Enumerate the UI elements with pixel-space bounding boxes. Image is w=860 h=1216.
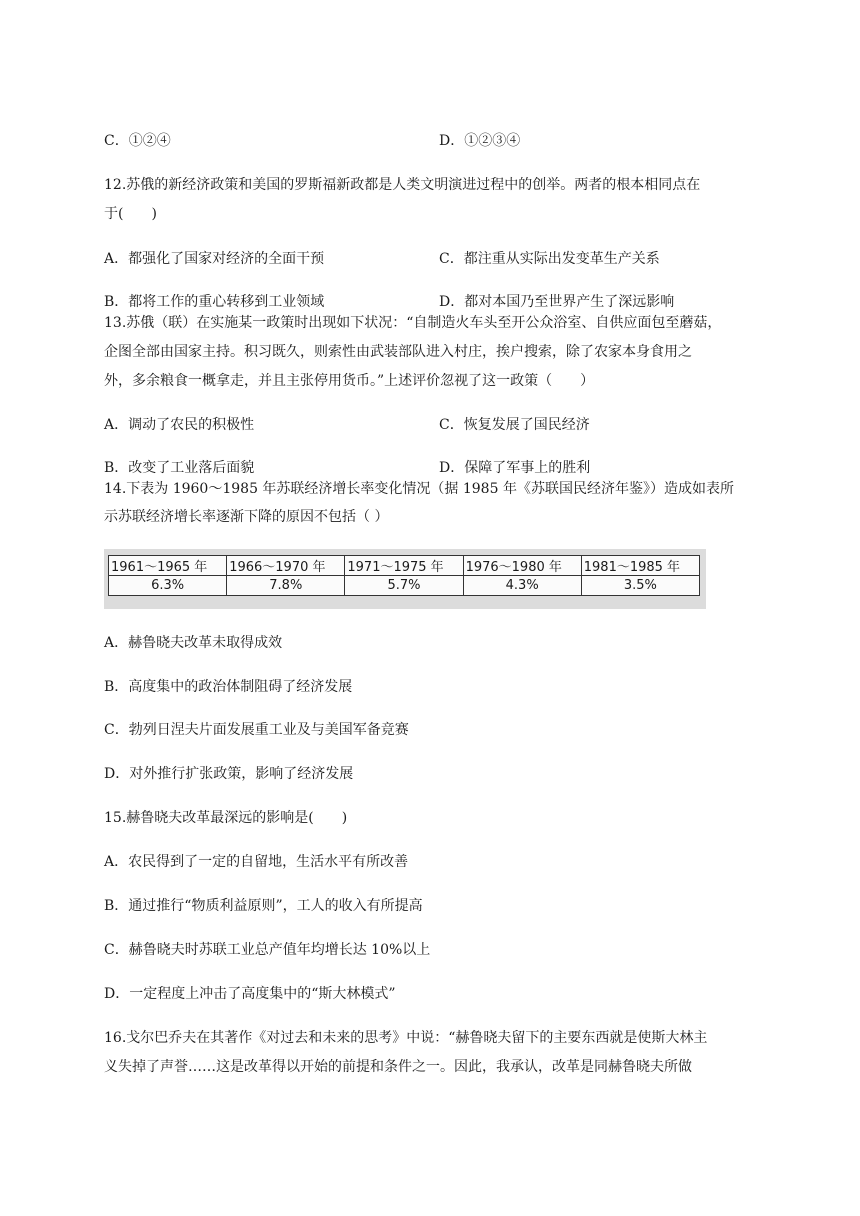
q14-stem-line-2: 示苏联经济增长率逐渐下降的原因不包括（ ） bbox=[104, 509, 389, 525]
q12-option-b: B．都将工作的重心转移到工业领域 bbox=[104, 294, 325, 310]
q13-stem-line-1: 13.苏俄（联）在实施某一政策时出现如下状况：“自制造火车头至开公众浴室、自供应面包至蘑菇， bbox=[104, 315, 722, 331]
q14-stem-line-1: 14.下表为 1960～1985 年苏联经济增长率变化情况（据 1985 年《苏联国民经济年鉴》）造成如表所 bbox=[104, 481, 734, 497]
table-value-cell: 7.8% bbox=[227, 576, 345, 596]
q15-stem: 15.赫鲁晓夫改革最深远的影响是( ) bbox=[104, 810, 348, 826]
q12-stem-line-1: 12.苏俄的新经济政策和美国的罗斯福新政都是人类文明演进过程中的创举。两者的根本相同点在 bbox=[104, 177, 701, 193]
q11-option-c: C．①②④ bbox=[104, 133, 171, 149]
q13-option-c: C．恢复发展了国民经济 bbox=[439, 417, 590, 433]
q14-option-b: B．高度集中的政治体制阻碍了经济发展 bbox=[104, 679, 353, 695]
table-header-cell: 1961～1965 年 bbox=[109, 556, 227, 576]
q13-option-d: D．保障了军事上的胜利 bbox=[439, 460, 591, 476]
q15-option-d: D．一定程度上冲击了高度集中的“斯大林模式” bbox=[104, 986, 396, 1002]
q12-stem-line-2: 于( ) bbox=[104, 206, 157, 222]
q15-option-c: C．赫鲁晓夫时苏联工业总产值年均增长达 10%以上 bbox=[104, 942, 431, 958]
table-header-cell: 1976～1980 年 bbox=[463, 556, 581, 576]
table-value-cell: 4.3% bbox=[463, 576, 581, 596]
q12-option-c: C．都注重从实际出发变革生产关系 bbox=[439, 251, 660, 267]
q14-option-d: D．对外推行扩张政策，影响了经济发展 bbox=[104, 766, 354, 782]
table-value-cell: 6.3% bbox=[109, 576, 227, 596]
table-value-cell: 3.5% bbox=[581, 576, 699, 596]
table-value-cell: 5.7% bbox=[345, 576, 463, 596]
q12-option-d: D．都对本国乃至世界产生了深远影响 bbox=[439, 294, 675, 310]
q14-option-a: A．赫鲁晓夫改革未取得成效 bbox=[104, 635, 283, 651]
table-value-row bbox=[109, 576, 700, 596]
q16-stem-line-1: 16.戈尔巴乔夫在其著作《对过去和未来的思考》中说：“赫鲁晓夫留下的主要东西就是使斯大林主 bbox=[104, 1030, 708, 1046]
table-header-cell: 1966～1970 年 bbox=[227, 556, 345, 576]
growth-rate-table bbox=[104, 549, 706, 609]
q11-option-d: D．①②③④ bbox=[439, 133, 521, 149]
q13-option-a: A．调动了农民的积极性 bbox=[104, 417, 255, 433]
q13-option-b: B．改变了工业落后面貌 bbox=[104, 460, 255, 476]
q12-option-a: A．都强化了国家对经济的全面干预 bbox=[104, 251, 325, 267]
q14-option-c: C．勃列日涅夫片面发展重工业及与美国军备竞赛 bbox=[104, 722, 409, 738]
q13-stem-line-3: 外，多余粮食一概拿走，并且主张停用货币。”上述评价忽视了这一政策（ ） bbox=[104, 373, 595, 389]
q13-stem-line-2: 企图全部由国家主持。积习既久，则索性由武装部队进入村庄，挨户搜索，除了农家本身食用之 bbox=[104, 344, 692, 360]
table-header-row bbox=[109, 556, 700, 576]
q15-option-a: A．农民得到了一定的自留地，生活水平有所改善 bbox=[104, 854, 409, 870]
table-header-cell: 1971～1975 年 bbox=[345, 556, 463, 576]
q15-option-b: B．通过推行“物质利益原则”，工人的收入有所提高 bbox=[104, 898, 423, 914]
q16-stem-line-2: 义失掉了声誉……这是改革得以开始的前提和条件之一。因此，我承认，改革是同赫鲁晓夫所做 bbox=[104, 1059, 692, 1075]
table-header-cell: 1981～1985 年 bbox=[581, 556, 699, 576]
